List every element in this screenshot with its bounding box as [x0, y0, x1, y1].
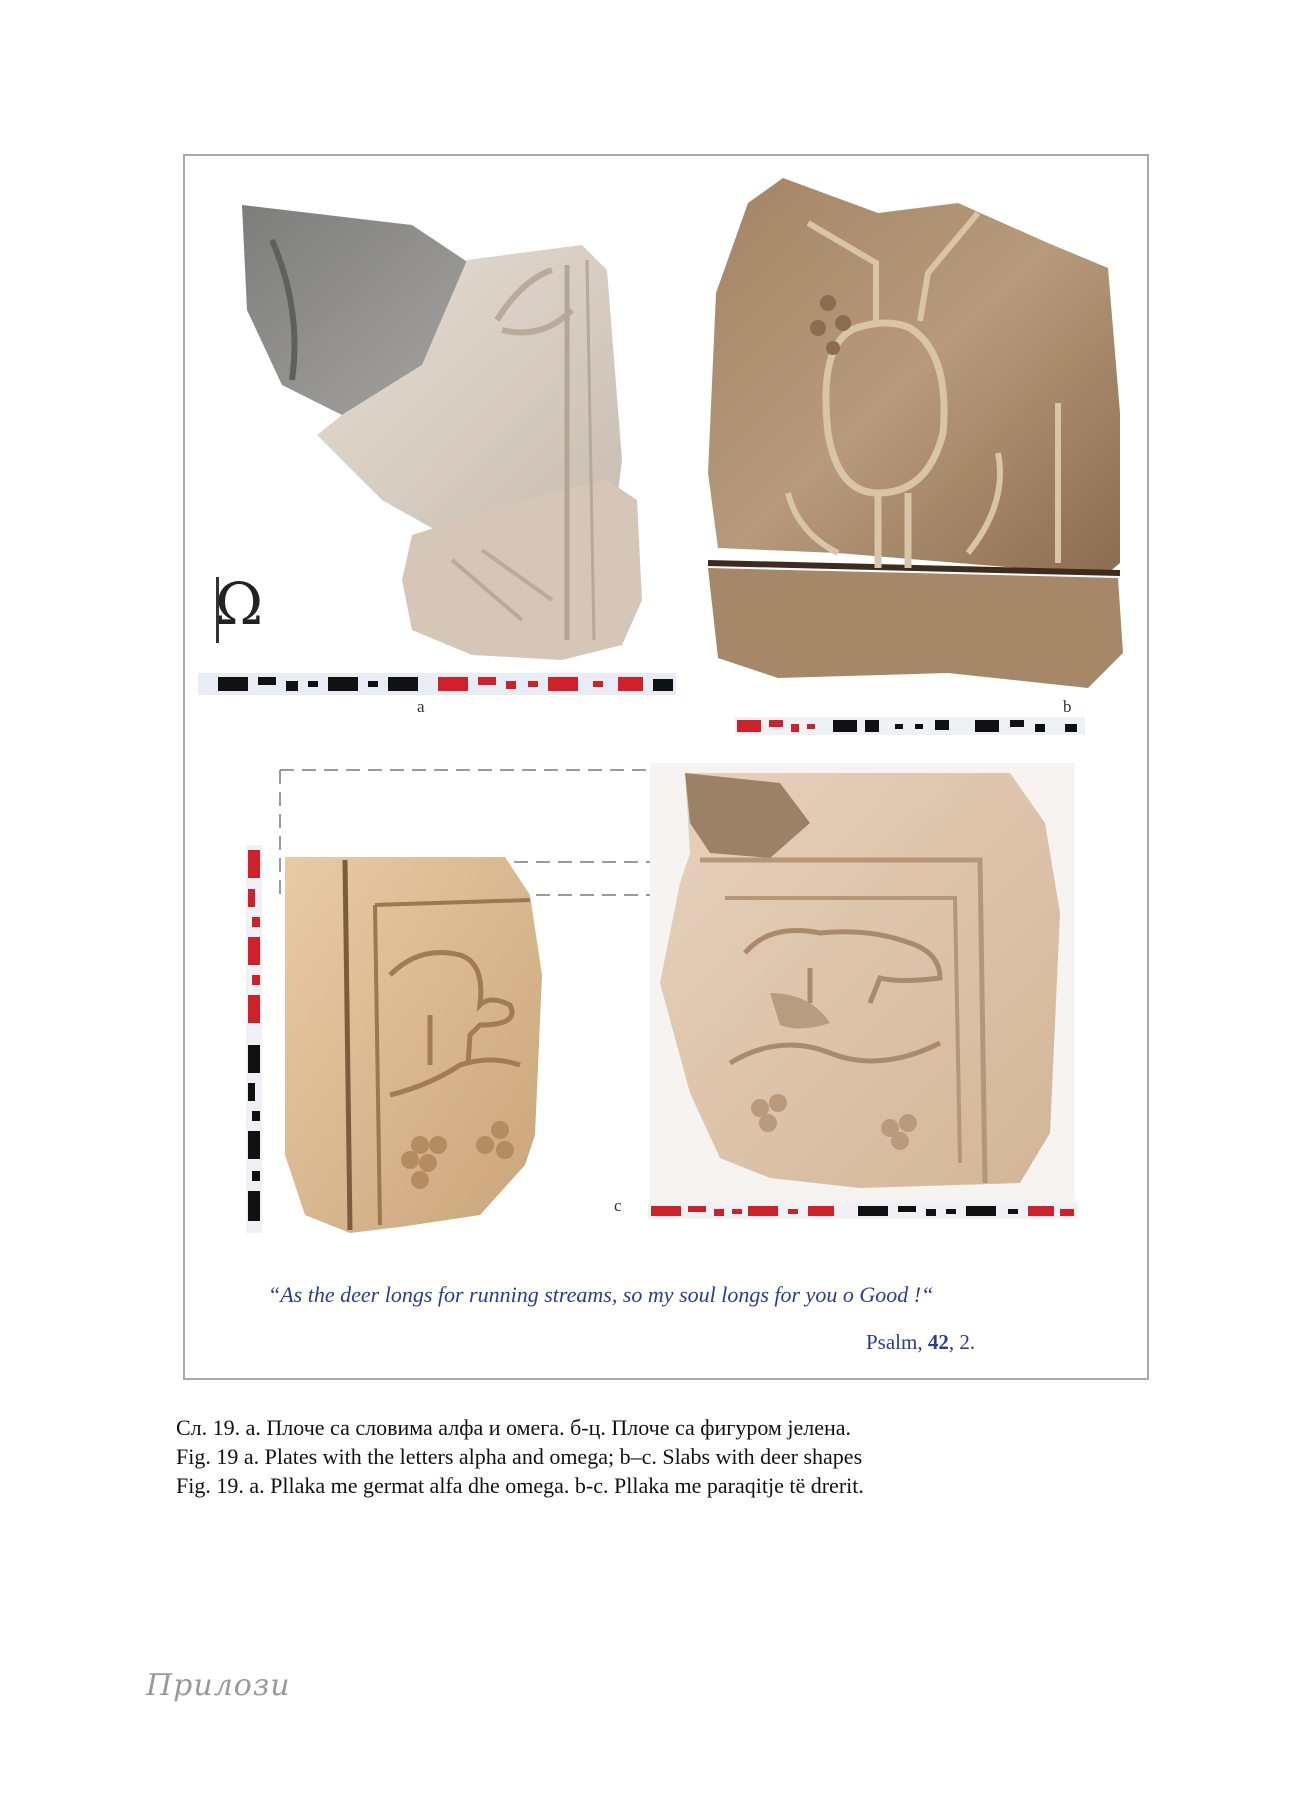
- psalm-reference: [866, 1330, 975, 1355]
- footer-journal-logo: Прилози: [146, 1668, 291, 1703]
- psalm-quote: “As the deer longs for running streams, so my soul longs for you o Good !“: [268, 1282, 934, 1307]
- psalm-prefix: Psalm,: [866, 1330, 928, 1354]
- scale-bar-c-horizontal: [648, 1203, 1078, 1219]
- omega-letter: Ω: [215, 570, 264, 638]
- photo-slab-c-left: [280, 855, 545, 1235]
- caption-serbian: Сл. 19. а. Плоче са словима алфа и омега. б-ц. Плоче са фигуром јелена.: [176, 1415, 851, 1440]
- panel-label-a: a: [417, 697, 425, 716]
- panel-label-c: c: [614, 1196, 622, 1215]
- psalm-suffix: , 2.: [948, 1330, 976, 1354]
- caption-english: Fig. 19 a. Plates with the letters alpha and omega; b–c. Slabs with deer shapes: [176, 1444, 863, 1469]
- psalm-chapter: 42: [927, 1330, 949, 1354]
- caption-albanian: Fig. 19. a. Pllaka me germat alfa dhe omega. b-c. Pllaka me paraqitje të drerit.: [176, 1473, 864, 1498]
- photo-plate-b: [688, 173, 1128, 693]
- scale-bar-c-vertical: [246, 845, 262, 1233]
- photo-slab-c-right: [650, 763, 1075, 1203]
- scale-bar-a: [198, 673, 676, 695]
- photo-plate-a: [222, 200, 652, 660]
- scale-bar-b: [735, 717, 1085, 735]
- panel-label-b: b: [1063, 697, 1072, 716]
